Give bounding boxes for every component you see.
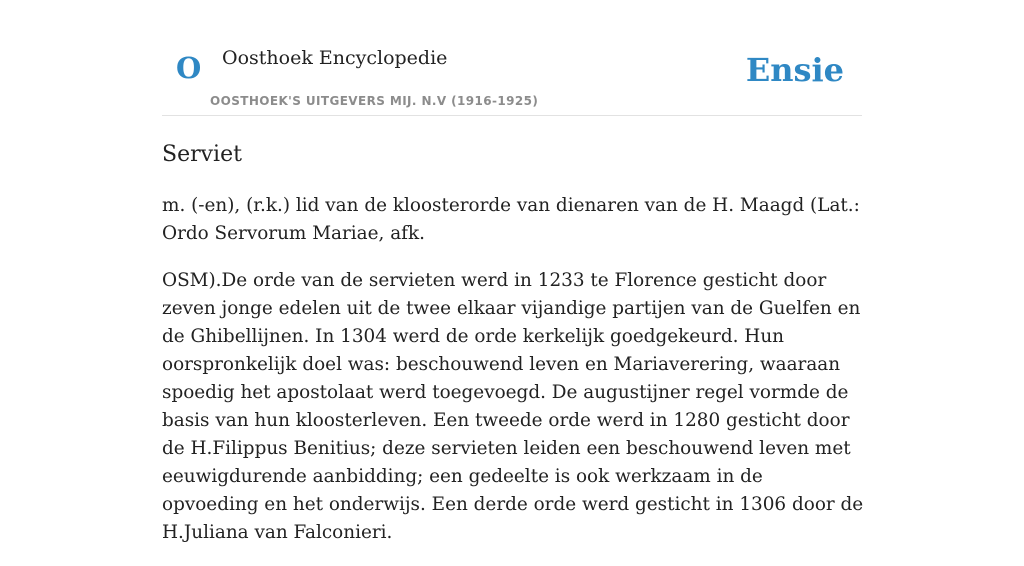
entry-paragraph: OSM).De orde van de servieten werd in 1233 te Florence gesticht door zeven jonge edelen uit de twee elkaar vijandige partijen van de Guelfen en de Ghibellijnen. In 1304 werd de orde kerkelijk goedgekeurd. Hun oorspronkelijk doel was: beschouwend leven en Mariaverering, waaraan spoedig het apostolaat werd toegevoegd. De augustijner regel vormde de basis van hun kloosterleven. Een tweede orde werd in 1280 gesticht door de H.Filippus Benitius; deze servieten leiden een beschouwend leven met eeuwigdurende aanbidding; een gedeelte is ook werkzaam in de opvoeding en het onderwijs. Een derde orde werd gesticht in 1306 door de H.Juliana van Falconieri. — [162, 270, 864, 543]
article-page — [162, 0, 864, 543]
entry-paragraph: m. (-en), (r.k.) lid van de kloosterorde van dienaren van de H. Maagd (Lat.: Ordo Servorum Mariae, afk. — [162, 195, 860, 244]
brand-logo-link[interactable]: Ensie — [745, 51, 844, 89]
source-header — [162, 0, 862, 116]
source-logo[interactable]: O — [176, 51, 202, 85]
source-title[interactable]: Oosthoek Encyclopedie — [222, 47, 448, 69]
entry-body — [162, 192, 864, 566]
entry-title: Serviet — [162, 142, 242, 167]
source-subtitle: OOSTHOEK'S UITGEVERS MIJ. N.V (1916-1925) — [210, 94, 539, 108]
